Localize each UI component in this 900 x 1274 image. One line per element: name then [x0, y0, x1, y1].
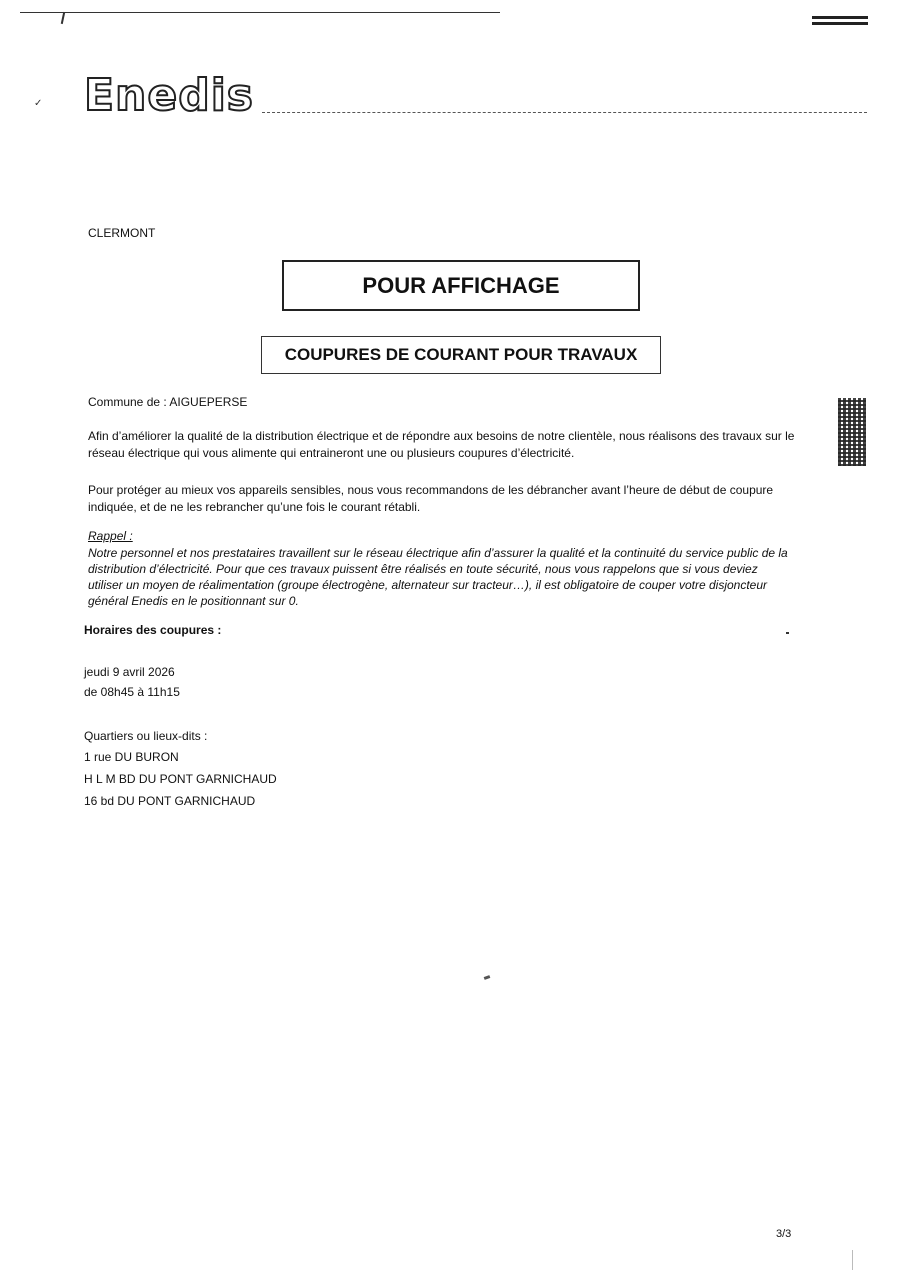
notice-title-box: [282, 260, 640, 311]
schedule-heading: Horaires des coupures :: [84, 623, 222, 637]
scan-artifact-tick: [61, 12, 65, 24]
scan-corner-mark: [812, 16, 868, 30]
scan-artifact-dot: ✓: [34, 98, 43, 109]
page-number: 3/3: [776, 1228, 792, 1240]
intro-paragraph: Afin d’améliorer la qualité de la distribution électrique et de répondre aux besoins de notre clientèle, nous réalisons des travaux sur le réseau électrique qui vous alimente qui entraineront une ou plusieurs coupures d’électricité.: [88, 429, 795, 460]
location-item: 16 bd DU PONT GARNICHAUD: [84, 794, 256, 808]
locations-heading: Quartiers ou lieux-dits :: [84, 729, 208, 743]
notice-subtitle: COUPURES DE COURANT POUR TRAVAUX: [284, 345, 638, 364]
scan-speck: [484, 975, 491, 980]
commune-line: Commune de : AIGUEPERSE: [88, 395, 248, 409]
scan-artifact-line: [20, 12, 500, 13]
city-label: CLERMONT: [88, 226, 156, 240]
schedule-date: jeudi 9 avril 2026: [84, 665, 175, 679]
notice-subtitle-box: [261, 336, 661, 374]
header-rule: [262, 112, 867, 113]
rappel-text: Notre personnel et nos prestataires travaillent sur le réseau électrique afin d’assurer la qualité et la continuité du service public de la distribution d’électricité. Pour que ces travaux puissent être réalisés en toute sécurité, nous vous rappelons que si vous deviez utiliser un moyen de réalimentation (groupe électrogène, alternateur sur tracteur…), il est obligatoire de couper votre disjoncteur général Enedis en le positionnant sur 0.: [88, 546, 788, 608]
location-item: 1 rue DU BURON: [84, 750, 179, 764]
enedis-logo: Enedis: [84, 70, 254, 121]
scan-edge-mark: [852, 1250, 853, 1270]
datamatrix-code: [838, 398, 866, 466]
rappel-title: Rappel :: [88, 529, 133, 543]
scan-speck: [786, 632, 789, 634]
schedule-time: de 08h45 à 11h15: [84, 685, 180, 699]
notice-title: POUR AFFICHAGE: [362, 272, 560, 298]
advice-paragraph: Pour protéger au mieux vos appareils sensibles, nous vous recommandons de les débrancher avant l’heure de début de coupure indiquée, et de ne les rebrancher qu’une fois le courant rétabli.: [88, 483, 774, 514]
location-item: H L M BD DU PONT GARNICHAUD: [84, 772, 277, 786]
